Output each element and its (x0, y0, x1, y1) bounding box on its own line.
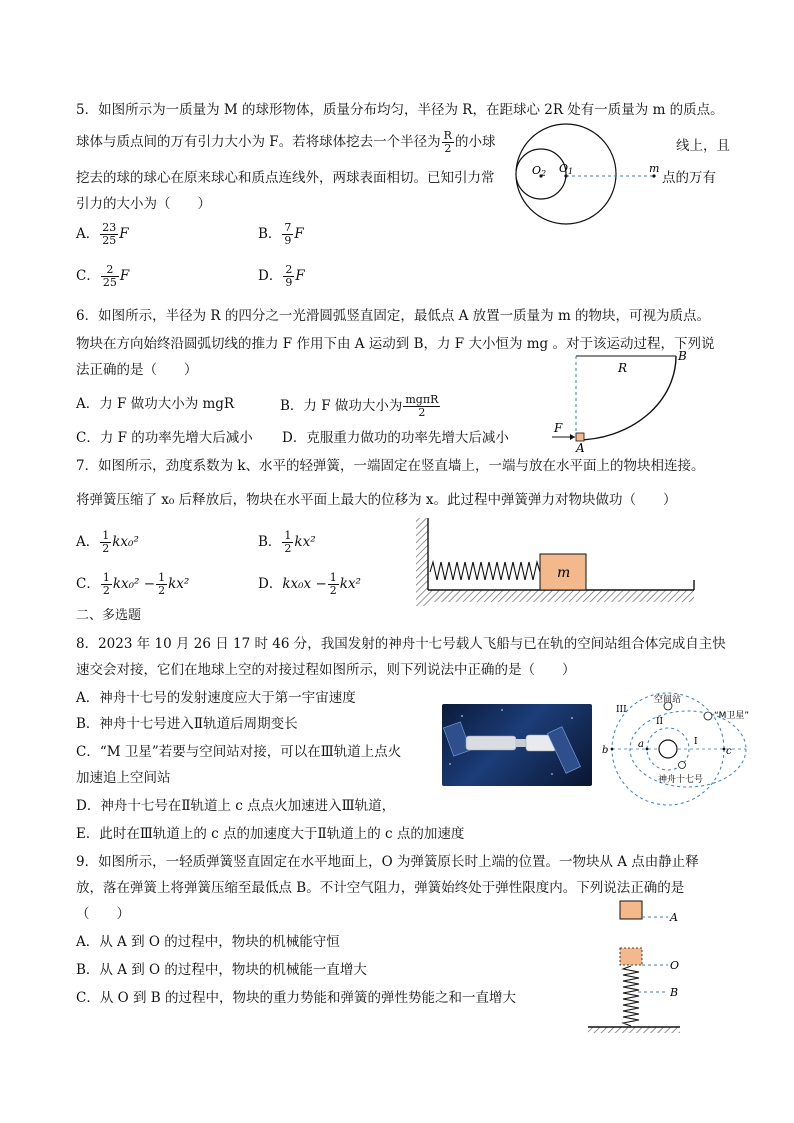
q6-line1: 6．如图所示，半径为 R 的四分之一光滑圆弧竖直固定，最低点 A 放置一质量为 m 的物块，可视为质点。 (76, 308, 711, 324)
label-m: m (557, 565, 571, 581)
label-f: F (554, 421, 563, 435)
q8-option-c[interactable]: C．“M 卫星”若要与空间站对接，可以在Ⅲ轨道上点火 (76, 744, 402, 760)
q7-option-c[interactable]: C． $\frac{1}{2}$ kx₀² − $\frac{1}{2}$ kx² (76, 571, 190, 597)
label-a: A (670, 911, 678, 924)
q8-line2: 速交会对接，它们在地球上空的对接过程如图所示，则下列说法中正确的是（ ） (76, 662, 576, 678)
q5-line1: 5．如图所示为一质量为 M 的球形物体，质量分布均匀，半径为 R，在距球心 2R 处有一质量为 m 的质点。 (76, 102, 724, 118)
ground-hatch (588, 1027, 680, 1033)
label-orbit-I: I (694, 737, 698, 747)
block (576, 433, 584, 441)
q6-option-a[interactable]: A．力 F 做功大小为 mgR (76, 396, 235, 412)
force-arrow-head (570, 434, 575, 440)
q5-line2 (76, 130, 495, 155)
label-m-satellite: “M卫星” (714, 711, 750, 721)
q9-option-a[interactable]: A．从 A 到 O 的过程中，物块的机械能守恒 (76, 934, 340, 950)
q7-line2: 将弹簧压缩了 x₀ 后释放后，物块在水平面上最大的位移为 x。此过程中弹簧弹力对物块做功（ ） (76, 492, 677, 508)
q8-option-e[interactable]: E．此时在Ⅲ轨道上的 c 点的加速度大于Ⅱ轨道上的 c 点的加速度 (76, 826, 465, 842)
ship-dot (679, 762, 686, 769)
q7-option-b[interactable]: B． $\frac{1}{2}$ kx² (258, 529, 316, 555)
q5-line2-a: 球体与质点间的万有引力大小为 F。若将球体挖去一个半径为 (76, 134, 441, 150)
label-ship: 神舟十七号 (658, 775, 704, 785)
label-b: B (670, 986, 679, 999)
label-c: c (726, 746, 732, 757)
block-top (620, 901, 642, 919)
section-multi-choice: 二、多选题 (76, 608, 142, 623)
q5-line2-b: 的小球 (454, 134, 496, 150)
label-orbit-III: III (616, 705, 627, 715)
q9-line3: （ ） (76, 906, 130, 922)
label-m: m (649, 162, 660, 175)
q5-option-b[interactable]: B． $\frac{7}{9}$ F (258, 221, 304, 247)
q9-line1: 9．如图所示，一轻质弹簧竖直固定在水平地面上，O 为弹簧原长时上端的位置。一物块从 A 点由静止释 (76, 854, 699, 870)
q7-spring-figure (416, 514, 700, 606)
docking-illustration (442, 704, 592, 786)
q8-option-a[interactable]: A．神舟十七号的发射速度应大于第一宇宙速度 (76, 690, 356, 706)
q8-option-c-cont: 加速追上空间站 (76, 770, 171, 786)
q7-option-a[interactable]: A． $\frac{1}{2}$ kx₀² (76, 529, 139, 555)
q5-frac-num: R (443, 129, 452, 142)
label-a: a (638, 739, 644, 750)
q5-line3-a: 挖去的球的球心在原来球心和质点连线外，两球表面相切。已知引力常 (76, 170, 495, 186)
q6-option-c[interactable]: C．力 F 的功率先增大后减小 (76, 430, 253, 446)
q8-option-d[interactable]: D．神舟十七号在Ⅱ轨道上 c 点点火加速进入Ⅲ轨道， (76, 798, 396, 814)
q5-frac (442, 130, 454, 155)
q8-orbit-figure (598, 695, 778, 810)
q5-frac-den: 2 (444, 142, 452, 155)
q5-line2-c: 线上，且 (676, 138, 730, 154)
m-satellite-dot (704, 712, 712, 720)
vertical-spring (623, 966, 639, 1026)
q5-line3-b: 点的万有 (662, 170, 716, 186)
q8-line1: 8．2023 年 10 月 26 日 17 时 46 分，我国发射的神舟十七号载人飞船与已在轨的空间站组合体完成自主快 (76, 636, 726, 652)
q6-option-d[interactable]: D．克服重力做功的功率先增大后减小 (282, 430, 509, 446)
label-o2: O2 (532, 164, 547, 178)
q5-option-a[interactable]: A． $\frac{23}{25}$ F (76, 221, 129, 247)
wall-hatch (416, 518, 428, 606)
label-station: 空间站 (654, 695, 682, 705)
q6-line2: 物块在方向始终沿圆弧切线的推力 F 作用下由 A 运动到 B，力 F 大小恒为 mg 。对于该运动过程，下列说 (76, 336, 715, 352)
q5-option-d[interactable]: D． $\frac{2}{9}$ F (258, 263, 305, 289)
q5-sphere-figure (506, 124, 706, 224)
q6-line3: 法正确的是（ ） (76, 362, 198, 378)
label-b: b (602, 745, 609, 756)
label-r: R (618, 361, 628, 375)
q5-option-c[interactable]: C． $\frac{2}{25}$ F (76, 263, 130, 289)
q7-option-d[interactable]: D．kx₀x − $\frac{1}{2}$ kx² (258, 571, 361, 597)
q6-option-b[interactable]: B．力 F 做功大小为 $\frac{\text{mgπR}}{2}$ (280, 393, 439, 419)
spring (430, 562, 540, 580)
q9-option-c[interactable]: C．从 O 到 B 的过程中，物块的重力势能和弹簧的弹性势能之和一直增大 (76, 990, 516, 1006)
block-ghost (620, 948, 642, 965)
space-station-photo (442, 704, 592, 786)
label-o1: O1 (559, 162, 574, 176)
label-a: A (576, 441, 585, 455)
q9-option-b[interactable]: B．从 A 到 O 的过程中，物块的机械能一直增大 (76, 962, 367, 978)
floor-hatch (428, 590, 694, 602)
label-orbit-II: II (656, 717, 664, 727)
label-b: B (678, 349, 687, 363)
label-o: O (670, 959, 680, 972)
q9-spring-figure (580, 898, 690, 1038)
earth (659, 740, 677, 758)
q8-option-b[interactable]: B．神舟十七号进入Ⅱ轨道后周期变长 (76, 716, 298, 732)
q7-line1: 7．如图所示，劲度系数为 k、水平的轻弹簧，一端固定在竖直墙上，一端与放在水平面上的物块相连接。 (76, 458, 705, 474)
q9-line2: 放，落在弹簧上将弹簧压缩至最低点 B。不计空气阻力，弹簧始终处于弹性限度内。下列说法正确的是 (76, 880, 685, 896)
q6-arc-figure (546, 348, 696, 455)
q5-line4: 引力的大小为（ ） (76, 196, 211, 212)
